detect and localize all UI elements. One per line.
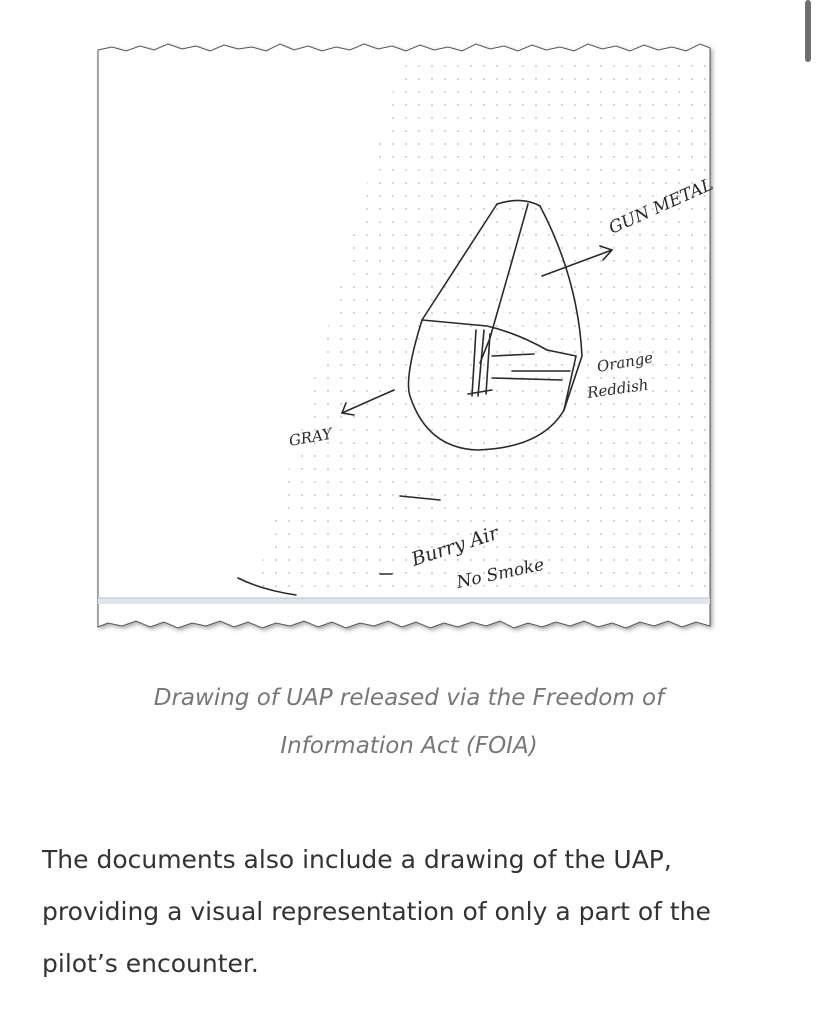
- scrollbar-thumb[interactable]: [805, 0, 811, 62]
- label-gun-metal: GUN METAL: [605, 174, 717, 239]
- label-reddish: Reddish: [586, 375, 650, 402]
- article-paragraph: The documents also include a drawing of the UAP, providing a visual representation of only a part of the pilot’s encounter.: [42, 845, 711, 978]
- label-no-smoke: No Smoke: [454, 554, 546, 593]
- label-orange: Orange: [595, 348, 655, 376]
- label-gray: GRAY: [287, 424, 334, 450]
- figure-caption: Drawing of UAP released via the Freedom of Information Act (FOIA): [153, 685, 665, 759]
- label-blurry-air: Burry Air: [408, 522, 502, 571]
- uap-drawing-figure: [92, 38, 718, 638]
- uap-drawing-image: [92, 38, 718, 638]
- scan-line: [98, 598, 710, 604]
